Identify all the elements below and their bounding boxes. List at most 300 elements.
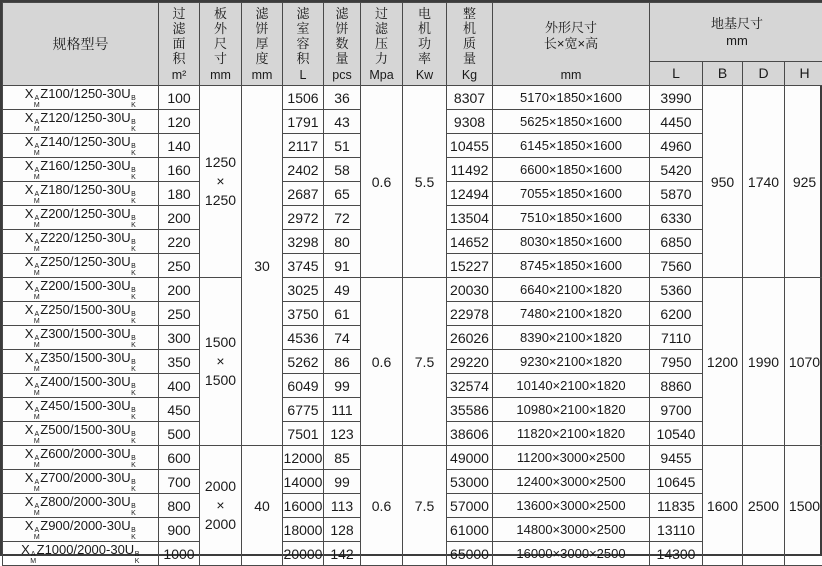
model-prefix-supsub (30, 552, 36, 565)
model-cell (3, 110, 159, 134)
filter-area-cell: 300 (159, 326, 200, 350)
chamber-volume-cell: 7501 (283, 422, 324, 446)
model-post-sup: B (131, 360, 136, 367)
model-suffix-supsub (135, 552, 140, 565)
header-machine-weight (447, 3, 493, 86)
model-body: Z250/1250-30U (40, 254, 130, 269)
machine-weight-cell: 15227 (447, 254, 493, 278)
model-pre-sub: M (34, 151, 40, 158)
model-post-sub: K (131, 151, 136, 158)
header-filter-pressure (361, 3, 403, 86)
header-foundation-b: B (703, 61, 743, 85)
header-cake-thickness-unit: mm (252, 68, 273, 85)
model-pre-sup: A (34, 120, 40, 127)
cake-count-cell: 123 (324, 422, 361, 446)
filter-area-cell: 900 (159, 518, 200, 542)
header-cake-thickness-title: 滤饼厚度 (255, 6, 270, 66)
model-pre-sup: A (34, 144, 40, 151)
chamber-volume-cell: 2972 (283, 206, 324, 230)
cake-count-cell: 142 (324, 542, 361, 566)
motor-power-cell: 5.5 (403, 86, 447, 278)
chamber-volume-cell: 3025 (283, 278, 324, 302)
machine-weight-cell: 12494 (447, 182, 493, 206)
model-post-sub: K (131, 295, 136, 302)
model-pre-sup: A (34, 360, 40, 367)
model-body: Z800/2000-30U (40, 494, 130, 509)
machine-weight-cell: 13504 (447, 206, 493, 230)
cake-count-cell: 43 (324, 110, 361, 134)
foundation-d-cell: 2500 (743, 446, 785, 566)
model-post-sup: B (131, 312, 136, 319)
model-prefix: X (25, 182, 34, 197)
model-body: Z600/2000-30U (40, 446, 130, 461)
foundation-l-cell: 6330 (650, 206, 703, 230)
cake-count-cell: 72 (324, 206, 361, 230)
model-post-sup: B (131, 456, 136, 463)
foundation-l-cell: 6850 (650, 230, 703, 254)
model-prefix: X (25, 254, 34, 269)
model-body: Z200/1500-30U (40, 278, 130, 293)
model-pre-sub: M (34, 391, 40, 398)
plate-size-line: × (200, 352, 241, 371)
plate-size-line: × (200, 496, 241, 515)
model-pre-sub: M (34, 271, 40, 278)
machine-weight-cell: 29220 (447, 350, 493, 374)
filter-area-cell: 200 (159, 206, 200, 230)
filter-area-cell: 140 (159, 134, 200, 158)
filter-area-cell: 250 (159, 254, 200, 278)
foundation-l-cell: 7110 (650, 326, 703, 350)
filter-area-cell: 600 (159, 446, 200, 470)
filter-pressure-cell: 0.6 (361, 86, 403, 278)
model-pre-sup: A (30, 552, 36, 559)
model-suffix-supsub (131, 432, 136, 445)
model-prefix: X (25, 206, 34, 221)
header-foundation-l: L (650, 61, 703, 85)
motor-power-cell: 7.5 (403, 446, 447, 566)
model-prefix-supsub (34, 216, 40, 229)
overall-dims-cell: 6145×1850×1600 (493, 134, 650, 158)
foundation-h-cell: 925 (785, 86, 822, 278)
foundation-l-cell: 3990 (650, 86, 703, 110)
filter-area-cell: 160 (159, 158, 200, 182)
cake-count-cell: 36 (324, 86, 361, 110)
model-post-sup: B (131, 192, 136, 199)
foundation-l-cell: 14300 (650, 542, 703, 566)
model-prefix-supsub (34, 168, 40, 181)
model-prefix: X (25, 230, 34, 245)
table-header (3, 3, 822, 86)
cake-count-cell: 49 (324, 278, 361, 302)
overall-dims-cell: 6640×2100×1820 (493, 278, 650, 302)
model-prefix-supsub (34, 528, 40, 541)
cake-count-cell: 85 (324, 446, 361, 470)
model-body: Z900/2000-30U (40, 518, 130, 533)
model-pre-sup: A (34, 312, 40, 319)
filter-pressure-cell: 0.6 (361, 278, 403, 446)
chamber-volume-cell: 3298 (283, 230, 324, 254)
model-body: Z250/1500-30U (40, 302, 130, 317)
model-prefix: X (25, 350, 34, 365)
foundation-l-cell: 5420 (650, 158, 703, 182)
model-suffix-supsub (131, 312, 136, 325)
header-model: 规格型号 (3, 3, 159, 86)
model-post-sub: K (135, 559, 140, 566)
model-cell (3, 302, 159, 326)
overall-dims-cell: 16000×3000×2500 (493, 542, 650, 566)
header-cake-count-box (324, 3, 360, 85)
chamber-volume-cell: 5262 (283, 350, 324, 374)
model-body: Z160/1250-30U (40, 158, 130, 173)
model-post-sup: B (131, 120, 136, 127)
model-body: Z300/1500-30U (40, 326, 130, 341)
model-post-sub: K (131, 127, 136, 134)
machine-weight-cell: 20030 (447, 278, 493, 302)
model-prefix-supsub (34, 408, 40, 421)
foundation-l-cell: 10645 (650, 470, 703, 494)
table-row (3, 278, 822, 302)
model-prefix-supsub (34, 240, 40, 253)
overall-dims-cell: 7510×1850×1600 (493, 206, 650, 230)
cake-count-cell: 65 (324, 182, 361, 206)
model-pre-sub: M (34, 439, 40, 446)
model-pre-sup: A (34, 216, 40, 223)
filter-area-cell: 250 (159, 302, 200, 326)
machine-weight-cell: 10455 (447, 134, 493, 158)
model-body: Z400/1500-30U (40, 374, 130, 389)
foundation-l-cell: 6200 (650, 302, 703, 326)
header-filter-pressure-unit: Mpa (369, 68, 393, 85)
header-filter-area-title: 过滤面积 (172, 6, 187, 66)
model-body: Z450/1500-30U (40, 398, 130, 413)
model-suffix-supsub (131, 96, 136, 109)
model-prefix: X (25, 158, 34, 173)
model-cell (3, 350, 159, 374)
model-suffix-supsub (131, 288, 136, 301)
model-prefix: X (25, 470, 34, 485)
chamber-volume-cell: 4536 (283, 326, 324, 350)
overall-dims-cell: 8390×2100×1820 (493, 326, 650, 350)
model-cell (3, 230, 159, 254)
model-post-sup: B (131, 264, 136, 271)
model-suffix-supsub (131, 168, 136, 181)
model-pre-sup: A (34, 288, 40, 295)
foundation-l-cell: 13110 (650, 518, 703, 542)
model-prefix: X (25, 302, 34, 317)
model-prefix: X (21, 542, 30, 557)
machine-weight-cell: 53000 (447, 470, 493, 494)
overall-dims-cell: 13600×3000×2500 (493, 494, 650, 518)
chamber-volume-cell: 2117 (283, 134, 324, 158)
cake-count-cell: 99 (324, 374, 361, 398)
header-overall-dims (493, 3, 650, 86)
model-pre-sup: A (34, 240, 40, 247)
header-cake-thickness (242, 3, 283, 86)
header-foundation (650, 3, 822, 62)
model-post-sup: B (131, 288, 136, 295)
model-pre-sup: A (34, 432, 40, 439)
model-pre-sub: M (34, 487, 40, 494)
model-body: Z100/1250-30U (40, 86, 130, 101)
model-pre-sub: M (30, 559, 36, 566)
model-post-sup: B (131, 528, 136, 535)
filter-area-cell: 400 (159, 374, 200, 398)
header-plate-size-title: 板外尺寸 (213, 6, 228, 66)
foundation-l-cell: 4960 (650, 134, 703, 158)
model-suffix-supsub (131, 528, 136, 541)
model-cell (3, 326, 159, 350)
machine-weight-cell: 8307 (447, 86, 493, 110)
chamber-volume-cell: 14000 (283, 470, 324, 494)
model-body: Z180/1250-30U (40, 182, 130, 197)
overall-dims-cell: 5170×1850×1600 (493, 86, 650, 110)
model-prefix-supsub (34, 480, 40, 493)
model-prefix: X (25, 374, 34, 389)
model-cell (3, 542, 159, 566)
model-post-sub: K (131, 319, 136, 326)
model-pre-sub: M (34, 199, 40, 206)
cake-count-cell: 80 (324, 230, 361, 254)
header-plate-size-unit: mm (210, 68, 231, 85)
chamber-volume-cell: 16000 (283, 494, 324, 518)
model-pre-sup: A (34, 168, 40, 175)
overall-dims-cell: 5625×1850×1600 (493, 110, 650, 134)
overall-dims-cell: 12400×3000×2500 (493, 470, 650, 494)
header-foundation-unit: mm (650, 32, 822, 49)
model-prefix: X (25, 278, 34, 293)
model-prefix: X (25, 422, 34, 437)
model-pre-sub: M (34, 295, 40, 302)
plate-size-line: × (200, 172, 241, 191)
foundation-l-cell: 5870 (650, 182, 703, 206)
cake-count-cell: 86 (324, 350, 361, 374)
machine-weight-cell: 38606 (447, 422, 493, 446)
header-overall-dims-title: 外形尺寸 (545, 20, 597, 36)
model-pre-sub: M (34, 247, 40, 254)
filter-area-cell: 100 (159, 86, 200, 110)
model-suffix-supsub (131, 504, 136, 517)
model-pre-sub: M (34, 319, 40, 326)
header-foundation-d: D (743, 61, 785, 85)
model-cell (3, 158, 159, 182)
cake-count-cell: 74 (324, 326, 361, 350)
model-post-sup: B (131, 336, 136, 343)
plate-size-line: 2000 (200, 477, 241, 496)
machine-weight-cell: 61000 (447, 518, 493, 542)
cake-count-cell: 111 (324, 398, 361, 422)
model-pre-sub: M (34, 415, 40, 422)
model-pre-sub: M (34, 511, 40, 518)
model-body: Z140/1250-30U (40, 134, 130, 149)
model-cell (3, 494, 159, 518)
machine-weight-cell: 9308 (447, 110, 493, 134)
model-post-sub: K (131, 343, 136, 350)
model-post-sub: K (131, 391, 136, 398)
model-post-sup: B (131, 384, 136, 391)
foundation-h-cell: 1070 (785, 278, 822, 446)
model-body: Z200/1250-30U (40, 206, 130, 221)
foundation-l-cell: 10540 (650, 422, 703, 446)
table-row (3, 86, 822, 110)
header-motor-power-title: 电机功率 (417, 6, 432, 66)
model-suffix-supsub (131, 408, 136, 421)
header-machine-weight-title: 整机质量 (462, 6, 477, 66)
model-prefix: X (25, 110, 34, 125)
header-filter-area-unit: m² (172, 68, 187, 85)
overall-dims-cell: 7055×1850×1600 (493, 182, 650, 206)
plate-size-line: 1500 (200, 333, 241, 352)
model-post-sup: B (131, 408, 136, 415)
model-suffix-supsub (131, 360, 136, 373)
chamber-volume-cell: 2402 (283, 158, 324, 182)
model-pre-sub: M (34, 535, 40, 542)
model-suffix-supsub (131, 384, 136, 397)
model-post-sub: K (131, 439, 136, 446)
model-cell (3, 134, 159, 158)
cake-count-cell: 51 (324, 134, 361, 158)
model-post-sub: K (131, 511, 136, 518)
model-post-sub: K (131, 247, 136, 254)
plate-size-cell (200, 278, 242, 446)
model-prefix-supsub (34, 120, 40, 133)
header-overall-dims-unit: mm (561, 68, 582, 85)
model-suffix-supsub (131, 456, 136, 469)
model-prefix-supsub (34, 312, 40, 325)
model-prefix-supsub (34, 456, 40, 469)
plate-size-line: 1250 (200, 191, 241, 210)
foundation-l-cell: 11835 (650, 494, 703, 518)
model-post-sup: B (131, 168, 136, 175)
motor-power-cell: 7.5 (403, 278, 447, 446)
model-body: Z500/1500-30U (40, 422, 130, 437)
model-cell (3, 254, 159, 278)
model-pre-sup: A (34, 456, 40, 463)
model-post-sub: K (131, 535, 136, 542)
header-cake-count-unit: pcs (332, 68, 351, 85)
table-body (3, 86, 822, 566)
header-machine-weight-unit: Kg (462, 68, 477, 85)
model-pre-sup: A (34, 192, 40, 199)
model-cell (3, 278, 159, 302)
foundation-l-cell: 9455 (650, 446, 703, 470)
header-chamber-volume-box (283, 3, 323, 85)
model-post-sub: K (131, 463, 136, 470)
filter-area-cell: 120 (159, 110, 200, 134)
cake-count-cell: 61 (324, 302, 361, 326)
model-prefix-supsub (34, 336, 40, 349)
model-prefix: X (25, 518, 34, 533)
filter-area-cell: 800 (159, 494, 200, 518)
foundation-b-cell: 1200 (703, 278, 743, 446)
cake-thickness-cell: 40 (242, 446, 283, 566)
overall-dims-cell: 11200×3000×2500 (493, 446, 650, 470)
foundation-l-cell: 8860 (650, 374, 703, 398)
chamber-volume-cell: 12000 (283, 446, 324, 470)
header-filter-pressure-title: 过滤压力 (374, 6, 389, 66)
model-post-sub: K (131, 415, 136, 422)
model-prefix-supsub (34, 288, 40, 301)
filter-area-cell: 450 (159, 398, 200, 422)
foundation-b-cell: 1600 (703, 446, 743, 566)
header-filter-pressure-box (361, 3, 402, 85)
cake-count-cell: 99 (324, 470, 361, 494)
foundation-l-cell: 9700 (650, 398, 703, 422)
model-body: Z350/1500-30U (40, 350, 130, 365)
model-post-sup: B (131, 240, 136, 247)
model-post-sup: B (131, 432, 136, 439)
machine-weight-cell: 32574 (447, 374, 493, 398)
model-pre-sub: M (34, 463, 40, 470)
model-post-sub: K (131, 199, 136, 206)
table-row (3, 446, 822, 470)
model-pre-sub: M (34, 223, 40, 230)
chamber-volume-cell: 6049 (283, 374, 324, 398)
header-filter-area (159, 3, 200, 86)
foundation-h-cell: 1500 (785, 446, 822, 566)
model-pre-sub: M (34, 343, 40, 350)
cake-count-cell: 113 (324, 494, 361, 518)
model-body: Z700/2000-30U (40, 470, 130, 485)
model-pre-sup: A (34, 408, 40, 415)
model-pre-sub: M (34, 175, 40, 182)
foundation-l-cell: 7560 (650, 254, 703, 278)
model-body: Z120/1250-30U (40, 110, 130, 125)
overall-dims-cell: 10980×2100×1820 (493, 398, 650, 422)
model-prefix-supsub (34, 360, 40, 373)
chamber-volume-cell: 6775 (283, 398, 324, 422)
model-pre-sup: A (34, 336, 40, 343)
header-plate-size-box (200, 3, 241, 85)
model-suffix-supsub (131, 240, 136, 253)
filter-area-cell: 350 (159, 350, 200, 374)
header-cake-count-title: 滤饼数量 (335, 6, 350, 66)
chamber-volume-cell: 18000 (283, 518, 324, 542)
model-prefix: X (25, 134, 34, 149)
header-row-1 (3, 3, 822, 62)
model-post-sup: B (131, 480, 136, 487)
model-post-sub: K (131, 487, 136, 494)
model-pre-sub: M (34, 367, 40, 374)
plate-size-line: 1250 (200, 153, 241, 172)
model-post-sup: B (131, 216, 136, 223)
model-prefix-supsub (34, 264, 40, 277)
filter-area-cell: 700 (159, 470, 200, 494)
chamber-volume-cell: 1506 (283, 86, 324, 110)
overall-dims-cell: 9230×2100×1820 (493, 350, 650, 374)
plate-size-cell (200, 86, 242, 278)
model-cell (3, 182, 159, 206)
model-post-sup: B (131, 144, 136, 151)
machine-weight-cell: 22978 (447, 302, 493, 326)
header-foundation-title: 地基尺寸 (650, 15, 822, 32)
machine-weight-cell: 49000 (447, 446, 493, 470)
overall-dims-cell: 10140×2100×1820 (493, 374, 650, 398)
machine-weight-cell: 26026 (447, 326, 493, 350)
model-prefix-supsub (34, 384, 40, 397)
model-pre-sup: A (34, 264, 40, 271)
overall-dims-cell: 7480×2100×1820 (493, 302, 650, 326)
model-suffix-supsub (131, 144, 136, 157)
model-pre-sub: M (34, 127, 40, 134)
model-suffix-supsub (131, 336, 136, 349)
model-cell (3, 86, 159, 110)
model-pre-sup: A (34, 480, 40, 487)
overall-dims-cell: 14800×3000×2500 (493, 518, 650, 542)
header-overall-dims-box (493, 3, 649, 85)
model-suffix-supsub (131, 480, 136, 493)
chamber-volume-cell: 3745 (283, 254, 324, 278)
filter-area-cell: 220 (159, 230, 200, 254)
